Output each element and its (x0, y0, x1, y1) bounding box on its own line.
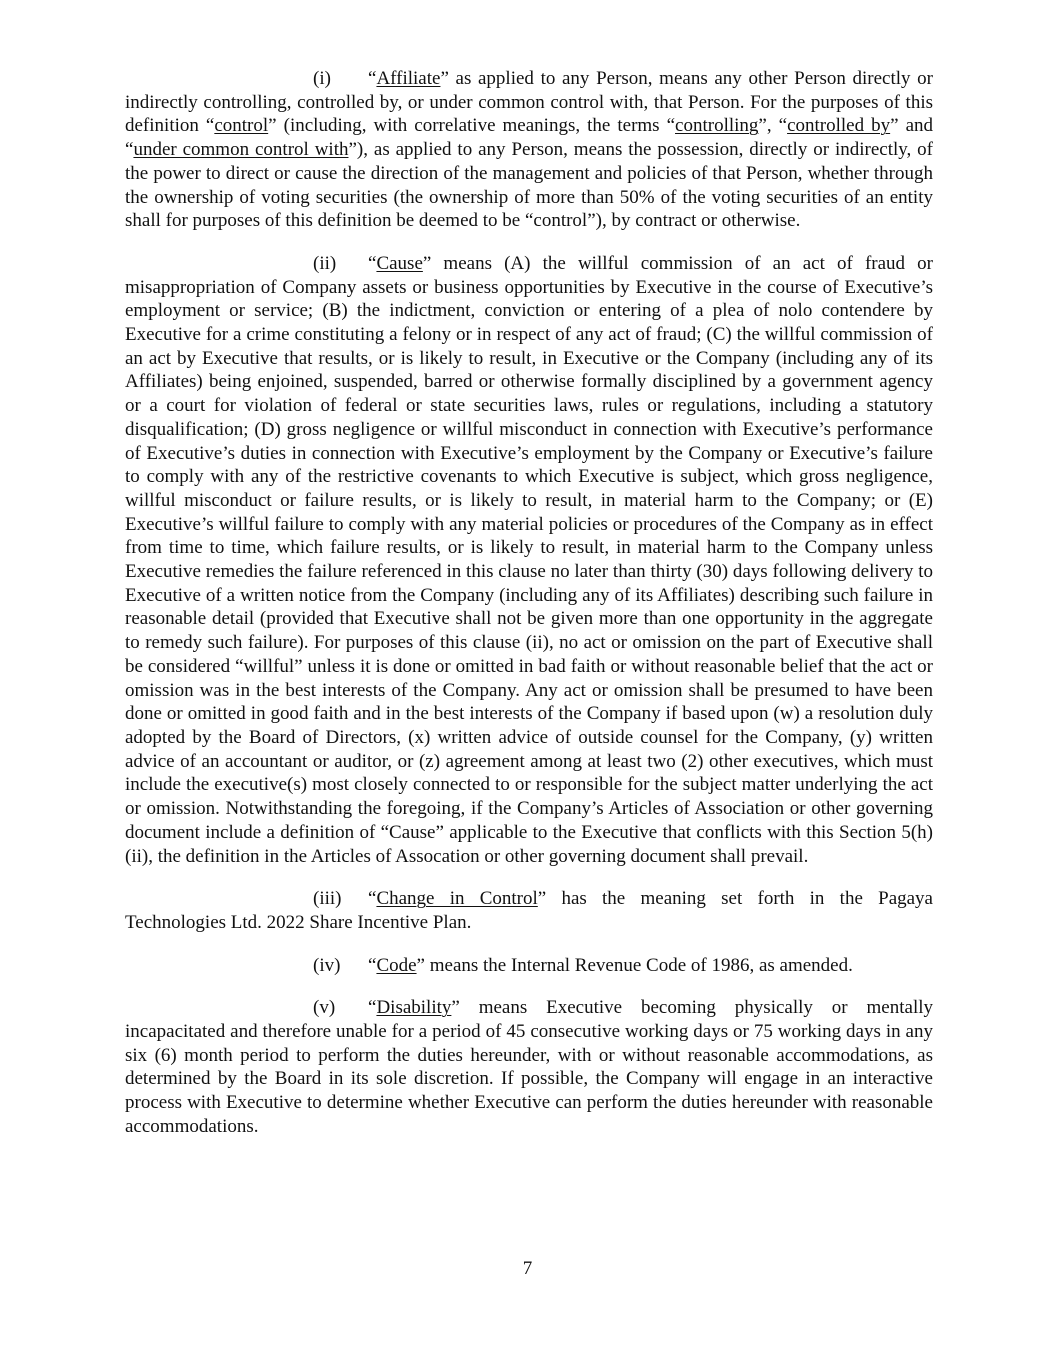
clause-number: (iv) (313, 954, 341, 976)
text-segment: ” and “ (125, 115, 934, 161)
text-segment: ” means (A) the willful commission of an act of fraud or misappropriation of Company assets or business opportunities by Executive in the course of Executive’s employment or service; (B) the indictment, conviction or entering of a plea of nolo contendere by Executive for a crime constituting a felony or in respect of any act of fraud; (C) the willful commission of an act by Executive that results, or is likely to result, in Executive or the Company (including any of its Affiliates) being enjoined, suspended, barred or otherwise formally disciplined by a government agency or a court for violation of federal or state securities laws, rules or regulations, including a statutory disqualification; (D) gross negligence or willful misconduct in connection with Executive’s performance of Executive’s duties in connection with Executive’s employment by the Company or Executive’s failure to comply with any of the restrictive covenants to which Executive is subject, which gross negligence, willful misconduct or failure results, or is likely to result, in material harm to the Company; or (E) Executive’s willful failure to comply with any material policies or procedures of the Company as in effect from time to time, which failure results, or is likely to result, in material harm to the Company unless Executive remedies the failure referenced in this clause no later than thirty (30) days following delivery to Executive of a written notice from the Company (including any of its Affiliates) describing such failure in reasonable detail (provided that Executive shall not be given more than one opportunity in the aggregate to remedy such failure). For purposes of this clause (ii), no act or omission on the part of Executive shall be considered “willful” unless it is done or omitted in bad faith or without reasonable belief that the act or omission was in the best interests of the Company. Any act or omission shall be presumed to have been done or omitted in good faith and in the best interests of the Company if based upon (w) a resolution duly adopted by the Board of Directors, (x) written advice of outside counsel for the Company, (y) written advice of an accountant or auditor, or (z) agreement among at least two (2) other executives, which must include the executive(s) most closely connected to or responsible for the subject matter underlying the act or omission. Notwithstanding the foregoing, if the Company’s Articles of Association or other governing document include a definition of “Cause” applicable to the Executive that conflicts with this Section 5(h)(ii), the definition in the Articles of Assocation or other governing document shall prevail. (125, 252, 933, 867)
defined-term-disability: Disability (376, 997, 452, 1019)
definition-change-in-control (125, 887, 933, 934)
defined-term-code: Code (376, 954, 417, 976)
text-segment: ”, “ (758, 115, 788, 137)
clause-number: (iii) (313, 888, 342, 910)
text-segment: ”), as applied to any Person, means the possession, directly or indirectly, of the power to direct or cause the direction of the management and policies of that Person, whether through the ownership of voting securities (the ownership of more than 50% of the voting securities of an entity shall for purposes of this definition be deemed to be “control”), by contract or otherwise. (125, 139, 933, 232)
text-segment: ” means Executive becoming physically or mentally incapacitated and therefore unable for a period of 45 consecutive working days or 75 working days in any six (6) month period to perform the duties hereunder, with or without reasonable accommodations, as determined by the Board in its sole discretion. If possible, the Company will engage in an interactive process with Executive to determine whether Executive can perform the duties hereunder with reasonable accommodations. (125, 997, 933, 1137)
definition-disability (125, 996, 933, 1138)
clause-number: (v) (313, 997, 336, 1019)
defined-term-change-in-control: Change in Control (376, 888, 538, 910)
text-segment: ” has the meaning set forth in the Pagaya Technologies Ltd. 2022 Share Incentive Plan. (125, 888, 933, 933)
definition-affiliate (125, 67, 933, 233)
text-segment: ” as applied to any Person, means any other Person directly or indirectly controlling, controlled by, or under common control with, that Person. For the purposes of this definition “ (125, 68, 933, 137)
page-number: 7 (522, 1258, 533, 1279)
text-segment: “ (368, 997, 377, 1019)
defined-term-affiliate: Affiliate (376, 68, 441, 89)
clause-number: (i) (313, 68, 331, 89)
text-segment: ” (including, with correlative meanings, the terms “ (268, 115, 676, 137)
clause-number: (ii) (313, 252, 337, 274)
definition-code (125, 954, 933, 978)
defined-term-control: control (214, 115, 269, 137)
text-segment: “ (368, 954, 377, 976)
defined-term-controlling: controlling (675, 115, 759, 137)
text-segment: ” means the Internal Revenue Code of 1986, as amended. (416, 954, 853, 976)
definition-cause (125, 252, 933, 868)
text-segment: “ (368, 252, 377, 274)
text-segment: “ (368, 68, 377, 89)
document-body (125, 67, 933, 1158)
text-segment: “ (368, 888, 377, 910)
defined-term-controlled-by: controlled by (787, 115, 891, 137)
defined-term-under-common-control-with: under common control with (133, 139, 349, 161)
defined-term-cause: Cause (376, 252, 423, 274)
